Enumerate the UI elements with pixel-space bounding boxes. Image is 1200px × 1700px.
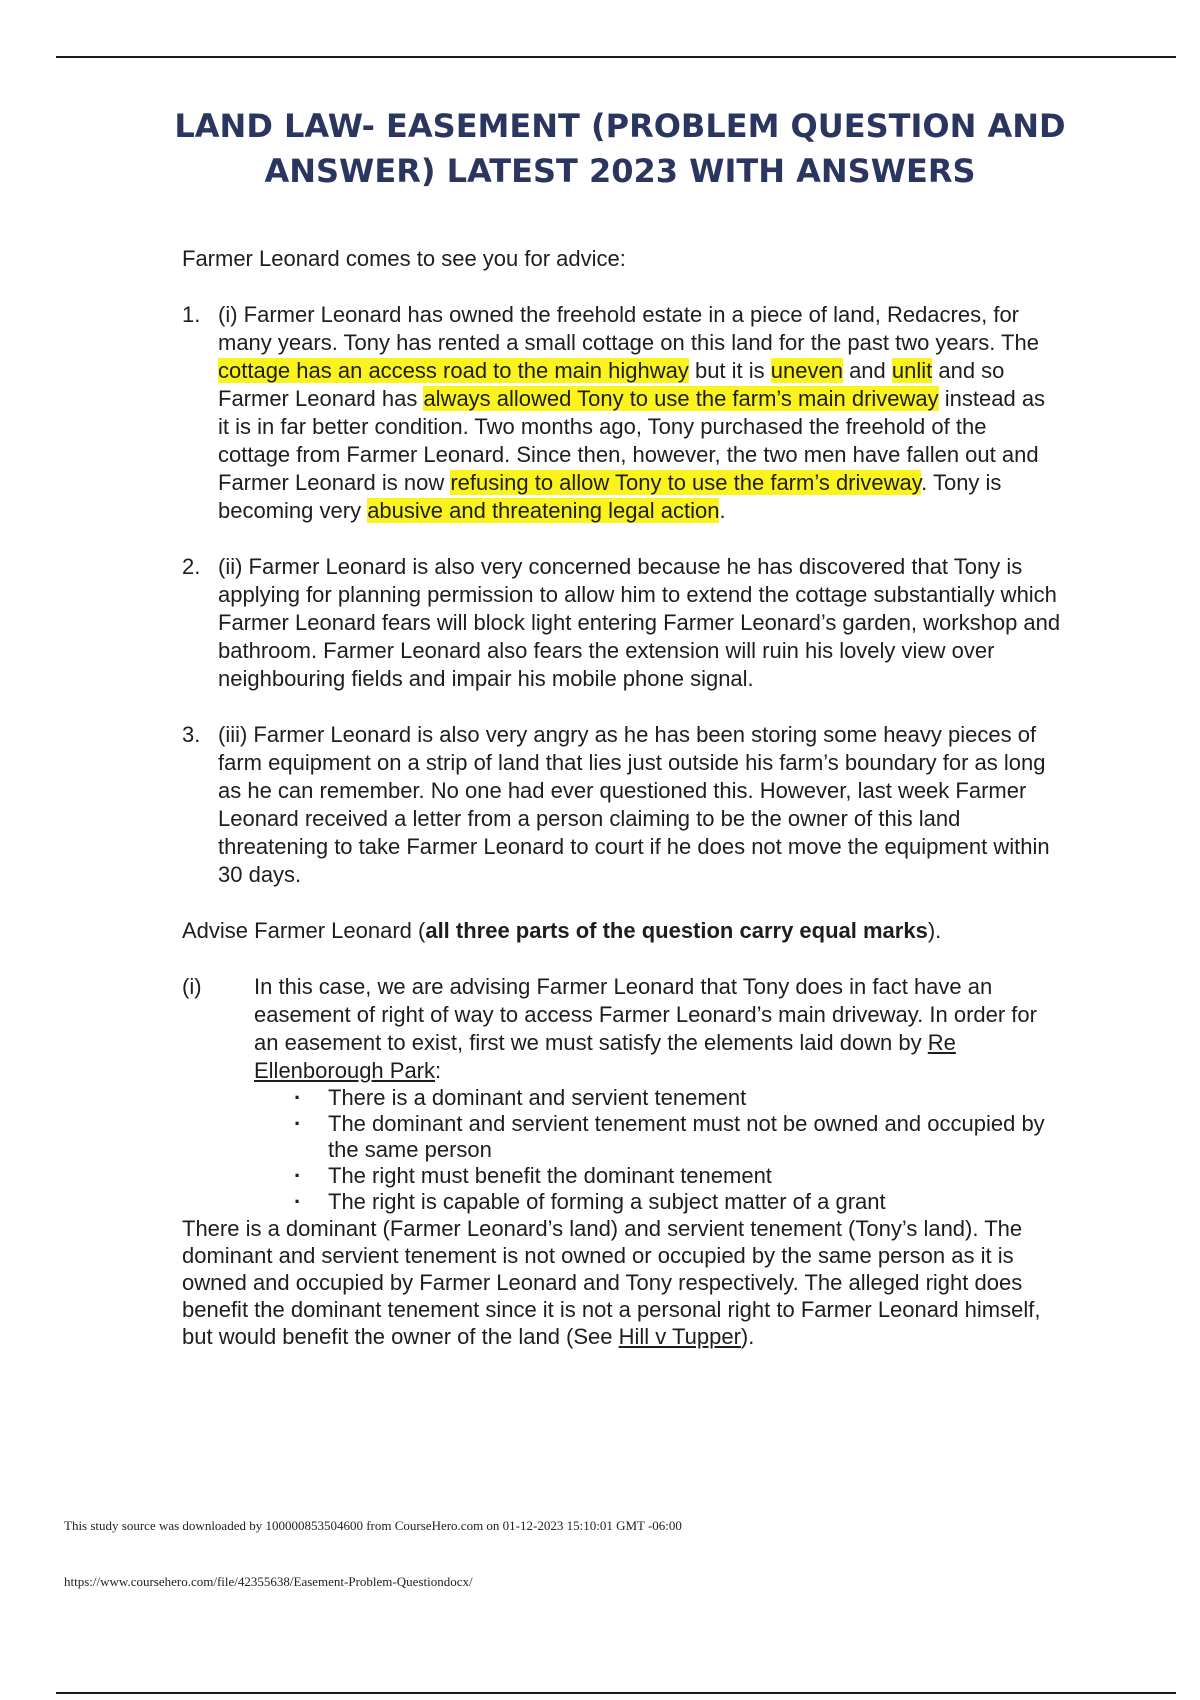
requirements-list xyxy=(254,1085,1062,1215)
text-run: ). xyxy=(927,918,942,943)
case-citation: Hill v Tupper xyxy=(618,1324,741,1349)
list-item: · The right must benefit the dominant tenement xyxy=(294,1163,1062,1189)
text-run: instead as it is in far better condition. Two months ago, Tony purchased the freehold of the cottage from Farmer Leonard. Since then, however, the two men have fallen out and Farmer Leonard is now xyxy=(218,386,1046,495)
text-run: : xyxy=(435,1058,442,1083)
document-body xyxy=(182,245,1062,1350)
bottom-rule xyxy=(56,1692,1176,1694)
text-run: . Tony is becoming very xyxy=(218,470,1002,523)
question-2 xyxy=(182,553,1062,693)
list-item: · The right is capable of forming a subject matter of a grant xyxy=(294,1189,1062,1215)
title-line-1: LAND LAW- EASEMENT (PROBLEM QUESTION AND xyxy=(174,107,1066,145)
list-item: · The dominant and servient tenement must not be owned and occupied by the same person xyxy=(294,1111,1062,1163)
bold-text: all three parts of the question carry equal marks xyxy=(425,918,928,943)
question-2-text: (ii) Farmer Leonard is also very concerned because he has discovered that Tony is applying for planning permission to allow him to extend the cottage substantially which Farmer Leonard fears will block light entering Farmer Leonard’s garden, workshop and bathroom. Farmer Leonard also fears the extension will ruin his lovely view over neighbouring fields and impair his mobile phone signal. xyxy=(218,554,1061,691)
text-run: ). xyxy=(740,1324,755,1349)
text-run: There is a dominant (Farmer Leonard’s land) and servient tenement (Tony’s land). The dominant and servient tenement is not owned or occupied by the same person as it is owned and occupied by Farmer Leonard and Tony respectively. The alleged right does benefit the dominant tenement since it is not a personal right to Farmer Leonard himself, but would benefit the owner of the land (See xyxy=(182,1216,1041,1349)
question-number: 2. xyxy=(182,554,201,579)
text-run: . xyxy=(719,498,726,523)
answer-1 xyxy=(182,973,1062,1215)
download-notice: This study source was downloaded by 100000853504600 from CourseHero.com on 01-12-2023 15:10:01 GMT -06:00 xyxy=(64,1518,682,1533)
question-1 xyxy=(182,301,1062,525)
list-item: · There is a dominant and servient tenement xyxy=(294,1085,1062,1111)
analysis-paragraph xyxy=(182,1215,1062,1350)
text-run: but it is xyxy=(688,358,771,383)
question-1-text xyxy=(218,301,1062,525)
highlight: refusing to allow Tony to use the farm’s driveway xyxy=(450,470,922,495)
question-3 xyxy=(182,721,1062,889)
highlight: unlit xyxy=(891,358,933,383)
answer-1-body xyxy=(254,973,1062,1215)
answer-number: (i) xyxy=(182,974,202,999)
highlight: always allowed Tony to use the farm’s main driveway xyxy=(423,386,939,411)
text-run: In this case, we are advising Farmer Leonard that Tony does in fact have an easement of right of way to access Farmer Leonard’s main driveway. In order for an easement to exist, first we must satisfy the elements laid down by xyxy=(254,974,1037,1055)
top-rule xyxy=(56,56,1176,58)
text-run: and so Farmer Leonard has xyxy=(218,358,1005,411)
title-line-2: ANSWER) LATEST 2023 WITH ANSWERS xyxy=(264,152,976,190)
question-number: 1. xyxy=(182,302,201,327)
highlight: abusive and threatening legal action xyxy=(367,498,720,523)
text-run: Advise Farmer Leonard ( xyxy=(182,918,426,943)
highlight: cottage has an access road to the main highway xyxy=(218,358,689,383)
answer-paragraph xyxy=(254,973,1062,1085)
text-run: (i) Farmer Leonard has owned the freehold estate in a piece of land, Redacres, for many years. Tony has rented a small cottage on this land for the past two years. The xyxy=(218,302,1039,355)
advise-instruction xyxy=(182,917,1062,945)
source-url: https://www.coursehero.com/file/42355638/Easement-Problem-Questiondocx/ xyxy=(64,1574,473,1589)
case-citation: Re Ellenborough Park xyxy=(254,1030,956,1083)
text-run: and xyxy=(842,358,892,383)
intro-text: Farmer Leonard comes to see you for advice: xyxy=(182,246,626,271)
highlight: uneven xyxy=(770,358,843,383)
question-3-text: (iii) Farmer Leonard is also very angry as he has been storing some heavy pieces of farm equipment on a strip of land that lies just outside his farm’s boundary for as long as he can remember. No one had ever questioned this. However, last week Farmer Leonard received a letter from a person claiming to be the owner of this land threatening to take Farmer Leonard to court if he does not move the equipment within 30 days. xyxy=(218,722,1050,887)
question-number: 3. xyxy=(182,722,201,747)
document-title xyxy=(0,104,1200,194)
